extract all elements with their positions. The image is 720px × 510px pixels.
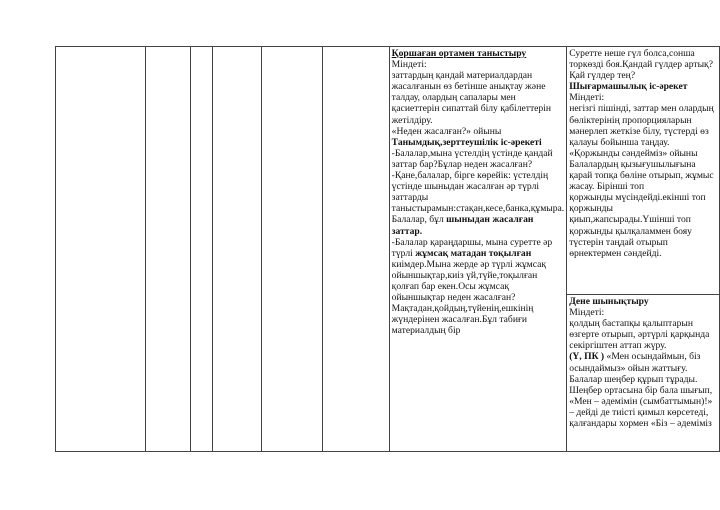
paragraph-text: Балалар шеңбер құрып тұрады. Шеңбер ортасына бір бала шығып, «Мен – әдемімін (сымбаттымын)!» – дейді де тиісті қимыл көрсетеді, қалғандары хормен «Біз – әдеміміз xyxy=(569,373,713,430)
empty-cell-5 xyxy=(262,47,323,452)
physical-education-text xyxy=(567,295,719,429)
col6-top-paragraph xyxy=(569,48,717,81)
col5-paragraph xyxy=(392,214,565,236)
paragraph-text: Балалардың қызығушылығына қарай топқа бөліне отырып, жұмыс жасау. Бірінші топ xyxy=(569,158,714,193)
empty-cell-2 xyxy=(145,47,190,452)
paragraph-text: (Ү, ПК ) xyxy=(569,351,607,363)
paragraph-text: -Қане,балалар, бірге көрейік: үстелдің үстінде шыныдан жасалған әр түрлі заттарды таныстырамын:стақан,кесе,банка,құмыра. xyxy=(391,170,565,215)
col5-paragraph xyxy=(392,137,565,148)
col6-bottom-paragraph xyxy=(569,351,717,373)
paragraph-continuation: «Мен осындаймын, біз осындаймыз» ойын жаттығу. xyxy=(569,351,701,374)
col5-paragraph xyxy=(392,237,565,304)
paragraph-text: Міндеті: xyxy=(569,92,605,104)
paragraph-text: -Балалар,мына үстелдің үстінде қандай заттар бар?Бұлар неден жасалған? xyxy=(391,147,553,170)
col6-top-paragraph xyxy=(569,148,717,159)
paragraph-text: Міндеті: xyxy=(391,59,427,71)
creative-activity-text xyxy=(567,47,719,259)
paragraph-text: Қоршаған ортамен таныстыру xyxy=(391,48,527,59)
col6-top-paragraph xyxy=(569,192,717,214)
paragraph-text: қоржынды мүсіндейді.екінші топ қоржынды xyxy=(569,192,706,215)
environment-lesson-cell xyxy=(389,47,567,452)
paragraph-emphasis: шыныдан жасалған заттар. xyxy=(391,214,534,237)
paragraph-text: -Балалар қараңдаршы, мына суретте әр түрлі xyxy=(391,236,553,259)
empty-cell-4 xyxy=(213,47,262,452)
col5-paragraph xyxy=(392,170,565,214)
paragraph-text: Міндеті: xyxy=(569,307,605,319)
col5-paragraph xyxy=(392,148,565,170)
col5-paragraph xyxy=(392,126,565,137)
col6-top-paragraph xyxy=(569,159,717,192)
paragraph-text: Дене шынықтыру xyxy=(569,296,649,307)
paragraph-text: Балалар, бұл xyxy=(391,214,447,226)
physical-education-cell xyxy=(567,295,720,452)
col6-top-paragraph xyxy=(569,103,717,147)
paragraph-text: қиып,жапсырады.Үшінші топ қоржынды қылқаламмен бояу түстерін таңдай отырып өрнектермен сәндейді. xyxy=(569,214,692,259)
col5-paragraph xyxy=(392,48,565,59)
environment-lesson-text xyxy=(390,47,567,336)
paragraph-emphasis: жұмсақ матадан тоқылған xyxy=(415,247,532,259)
col6-top-paragraph xyxy=(569,81,717,92)
empty-cell-6 xyxy=(322,47,389,452)
paragraph-text: қолдың бастапқы қалыптарын өзгерте отырып, әртүрлі қарқында секіргіштен аттап жүру. xyxy=(569,318,710,352)
paragraph-text: Танымдық,зерттеушілік іс-әрекеті xyxy=(391,136,542,148)
col6-top-paragraph xyxy=(569,214,717,258)
col6-bottom-paragraph xyxy=(569,307,717,318)
col5-paragraph xyxy=(392,70,565,125)
col5-paragraph xyxy=(392,303,565,336)
col6-bottom-paragraph xyxy=(569,296,717,307)
col6-bottom-paragraph xyxy=(569,374,717,429)
paragraph-text: «Қоржынды сәндейміз» ойыны xyxy=(569,147,698,159)
paragraph-text: негізгі пішінді, заттар мен олардың бөліктерінің пропорцияларын мәнерлеп жеткізе білу, түстерді өз қалауы бойынша таңдау. xyxy=(569,103,714,148)
col6-bottom-paragraph xyxy=(569,318,717,351)
paragraph-text: Суретте неше гүл болса,сонша торкөзді боя.Қандай гүлдер артық?Қай гүлдер тең? xyxy=(569,48,713,82)
paragraph-text: Мақтадан,қойдың,түйенің,ешкінің жүндерінен жасалған.Бұл табиғи материалдың бір xyxy=(391,303,534,337)
paragraph-text: заттардың қандай материалдардан жасалғанын өз бетінше анықтау және талдау, олардың сапалары мен қасиеттерін сипаттай білу қабілеттерін жетілдіру. xyxy=(391,70,551,126)
creative-activity-cell xyxy=(567,47,720,295)
empty-cell-1 xyxy=(56,47,146,452)
col5-paragraph xyxy=(392,59,565,70)
paragraph-continuation: киімдер.Мына жерде әр түрлі жұмсақ ойыншықтар,киіз үй,түйе,тоқылған қолғап бар екен.Осы жұмсақ ойыншықтар неден жасалған? xyxy=(391,258,547,304)
empty-cell-3 xyxy=(191,47,213,452)
plan-table xyxy=(55,46,720,452)
paragraph-text: Шығармашылық іс-әрекет xyxy=(569,81,688,93)
paragraph-text: «Неден жасалған?» ойыны xyxy=(391,125,502,137)
col6-top-paragraph xyxy=(569,92,717,103)
